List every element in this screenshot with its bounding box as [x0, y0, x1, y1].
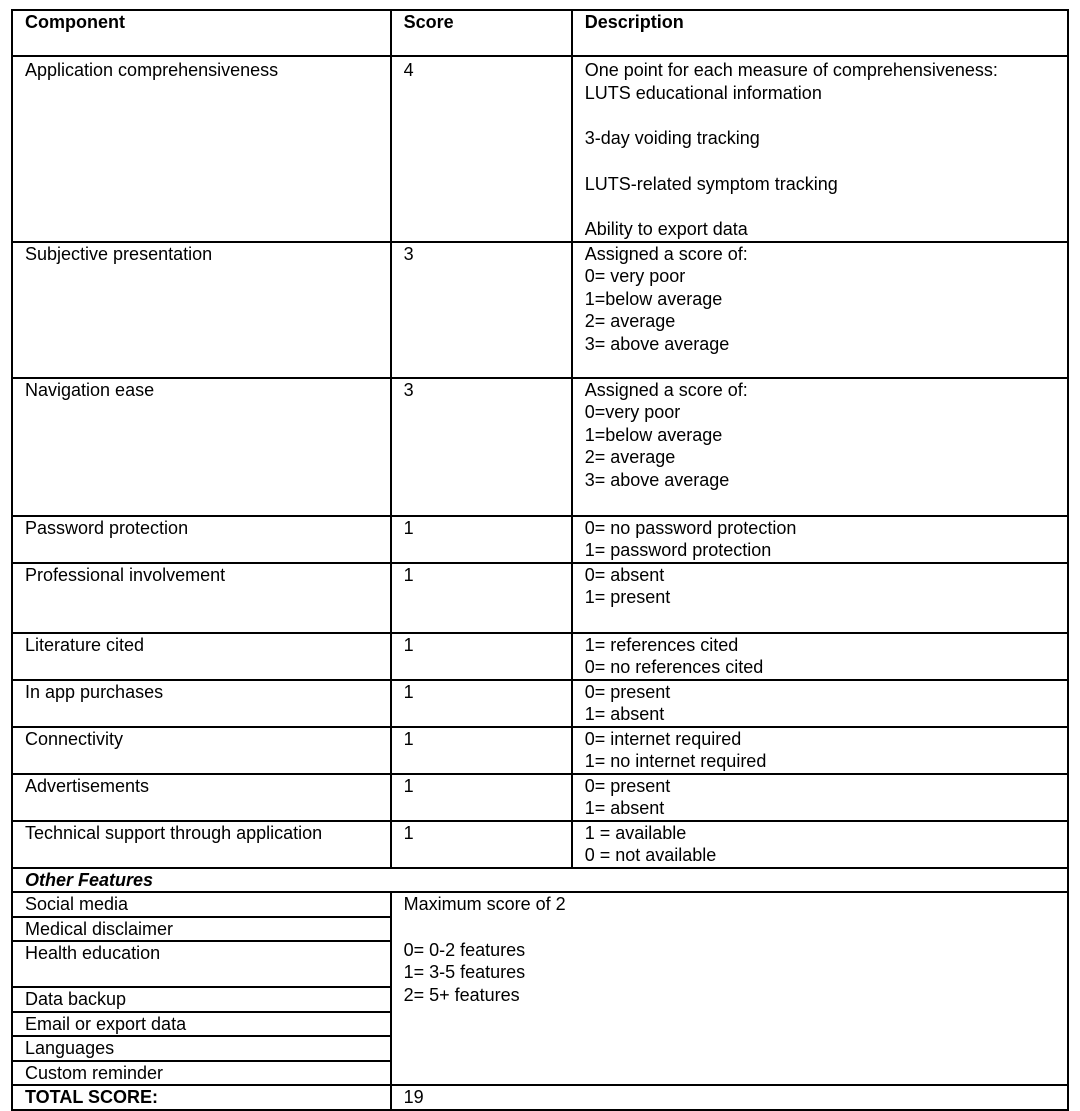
description-line: 0= very poor: [584, 266, 686, 286]
component-cell: Literature cited: [12, 633, 391, 680]
table-row: [12, 242, 1068, 378]
description-cell: [572, 378, 1068, 516]
table-row: [12, 56, 1068, 242]
description-line: 0= present: [584, 775, 671, 796]
header-score: Score: [391, 10, 572, 56]
header-description: Description: [572, 10, 1068, 56]
component-cell: Password protection: [12, 516, 391, 563]
table-row: [12, 727, 1068, 774]
description-line: 1=below average: [584, 288, 723, 309]
component-cell: Application comprehensiveness: [12, 56, 391, 242]
description-line: 0= internet required: [584, 728, 742, 749]
component-cell: Navigation ease: [12, 378, 391, 516]
table-row: [12, 378, 1068, 516]
header-component: Component: [12, 10, 391, 56]
score-cell: 1: [391, 516, 572, 563]
feature-scoring-line: 1= 3-5 features: [403, 962, 526, 982]
description-cell: [572, 516, 1068, 563]
score-cell: 3: [391, 378, 572, 516]
scoring-table-container: [11, 9, 1069, 1111]
description-line: 0= no password protection: [584, 517, 797, 538]
description-line: 2= average: [584, 447, 676, 467]
table-row: [12, 633, 1068, 680]
description-line: 1= no internet required: [584, 751, 767, 771]
feature-row: [12, 892, 1068, 917]
feature-scoring-line: 0= 0-2 features: [403, 939, 526, 960]
feature-scoring-line: Maximum score of 2: [403, 894, 566, 914]
component-cell: In app purchases: [12, 680, 391, 727]
component-cell: Professional involvement: [12, 563, 391, 633]
description-cell: [572, 821, 1068, 868]
description-cell: [572, 242, 1068, 378]
scoring-table: [11, 9, 1069, 1111]
description-line: 0 = not available: [584, 845, 717, 865]
feature-scoring-line: 2= 5+ features: [403, 984, 520, 1005]
table-row: [12, 563, 1068, 633]
description-line: Assigned a score of:: [584, 379, 748, 400]
other-features-heading-row: [12, 868, 1068, 893]
description-cell: [572, 633, 1068, 680]
description-line: 1= present: [584, 587, 671, 607]
score-cell: 1: [391, 633, 572, 680]
component-cell: Technical support through application: [12, 821, 391, 868]
score-cell: 3: [391, 242, 572, 378]
description-line: 0= absent: [584, 564, 665, 585]
feature-item: Data backup: [12, 987, 391, 1012]
table-row: [12, 821, 1068, 868]
total-value: 19: [391, 1085, 1068, 1110]
description-line: 1= absent: [584, 798, 665, 818]
description-line: 3= above average: [584, 469, 730, 490]
score-cell: 4: [391, 56, 572, 242]
description-line: 1= password protection: [584, 540, 772, 560]
description-line: 3= above average: [584, 333, 730, 354]
description-line: LUTS-related symptom tracking: [584, 173, 838, 194]
description-line: Assigned a score of:: [584, 243, 748, 264]
description-cell: [572, 56, 1068, 242]
description-cell: [572, 680, 1068, 727]
description-line: 0=very poor: [584, 402, 681, 422]
description-line: 1= absent: [584, 704, 665, 724]
description-line: Ability to export data: [584, 219, 748, 239]
score-cell: 1: [391, 680, 572, 727]
feature-item: Languages: [12, 1036, 391, 1061]
feature-item: Custom reminder: [12, 1061, 391, 1086]
component-cell: Subjective presentation: [12, 242, 391, 378]
description-line: One point for each measure of comprehensiveness:: [584, 60, 998, 80]
description-cell: [572, 774, 1068, 821]
description-line: 1=below average: [584, 424, 723, 445]
other-features-heading: Other Features: [12, 868, 1068, 893]
feature-item: Medical disclaimer: [12, 917, 391, 942]
feature-item: Email or export data: [12, 1012, 391, 1037]
description-line: 1 = available: [584, 822, 687, 843]
description-line: 0= no references cited: [584, 657, 764, 677]
description-line: 2= average: [584, 311, 676, 331]
feature-item: Health education: [12, 941, 391, 987]
score-cell: 1: [391, 821, 572, 868]
description-cell: [572, 563, 1068, 633]
description-line: 0= present: [584, 681, 671, 702]
score-cell: 1: [391, 774, 572, 821]
description-line: 1= references cited: [584, 634, 739, 655]
table-row: [12, 680, 1068, 727]
feature-item: Social media: [12, 892, 391, 917]
table-header-row: [12, 10, 1068, 56]
score-cell: 1: [391, 563, 572, 633]
score-cell: 1: [391, 727, 572, 774]
total-row: [12, 1085, 1068, 1110]
component-cell: Connectivity: [12, 727, 391, 774]
feature-scoring-cell: [391, 892, 1068, 1085]
description-cell: [572, 727, 1068, 774]
description-line: 3-day voiding tracking: [584, 128, 760, 148]
component-cell: Advertisements: [12, 774, 391, 821]
total-label: TOTAL SCORE:: [12, 1085, 391, 1110]
table-row: [12, 516, 1068, 563]
description-line: LUTS educational information: [584, 82, 822, 103]
table-row: [12, 774, 1068, 821]
